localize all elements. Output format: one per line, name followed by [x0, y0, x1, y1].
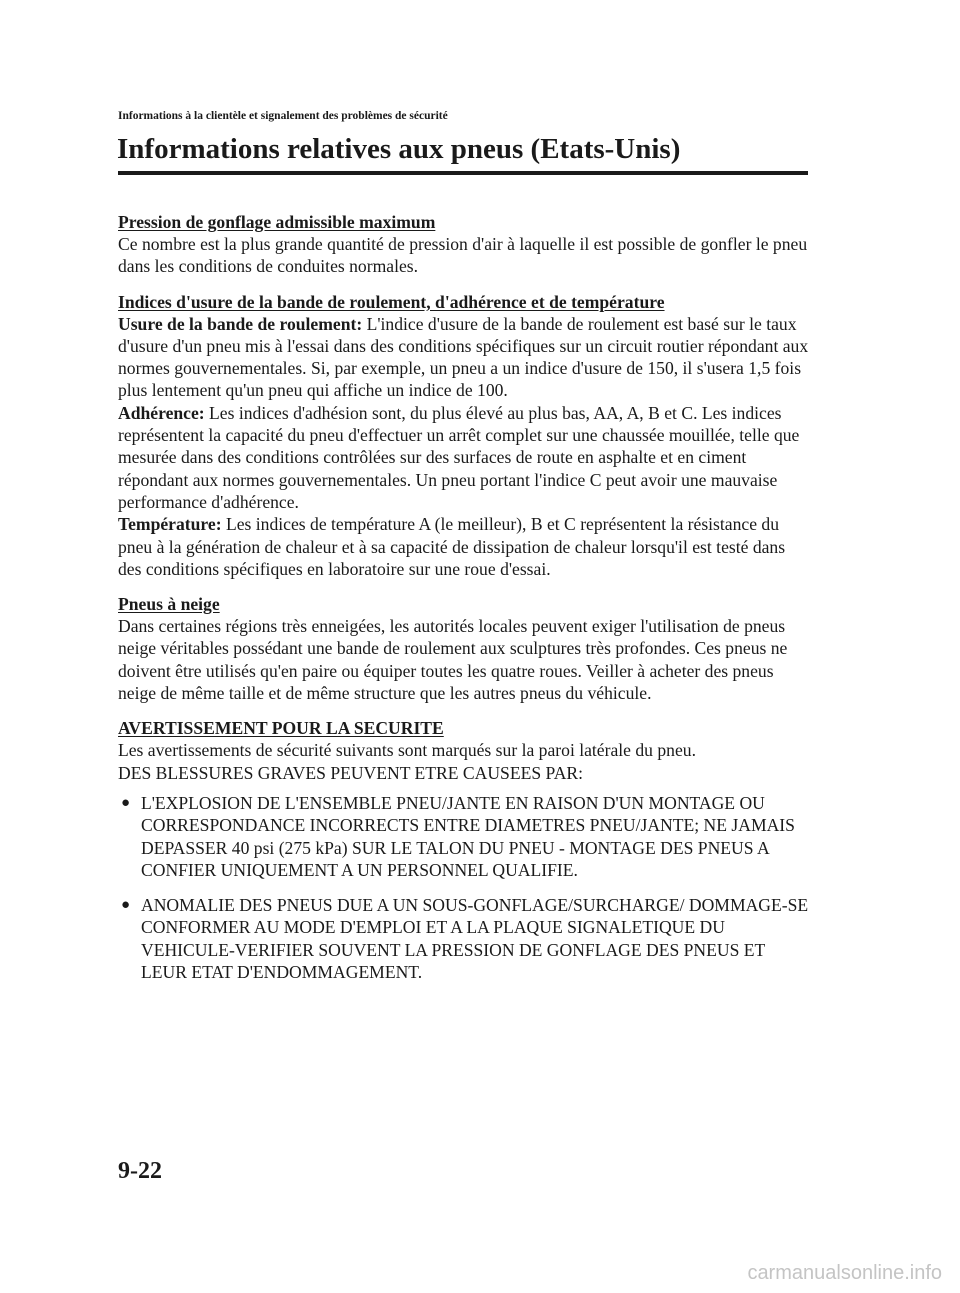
watermark: carmanualsonline.info: [747, 1262, 942, 1284]
section-heading-max-pressure: Pression de gonflage admissible maximum: [118, 212, 436, 232]
paragraph-snow-tires: Dans certaines régions très enneigées, les autorités locales peuvent exiger l'utilisation de pneus neige véritables possédant une bande de roulement aux sculptures très profondes. Ces pneus ne doivent être utilisés qu'en paire ou équiper toutes les quatre roues. Veiller à acheter des pneus neige de même taille et de même structure que les autres pneus du véhicule.: [118, 616, 788, 704]
temperature-text: Les indices de température A (le meilleur), B et C représentent la résistance du pneu à la génération de chaleur et à sa capacité de dissipation de chaleur lorsqu'il est testé dans des conditions spécifiques en laboratoire sur une roue d'essai.: [118, 514, 786, 579]
paragraph-tread-wear: [118, 313, 810, 402]
document-body: [118, 211, 810, 996]
list-item: [118, 894, 810, 983]
list-item: [118, 792, 810, 881]
bullet-text: L'EXPLOSION DE L'ENSEMBLE PNEU/JANTE EN RAISON D'UN MONTAGE OU CORRESPONDANCE INCORRECTS ENTRE DIAMETRES PNEU/JANTE; NE JAMAIS DEPASSER 40 psi (275 kPa) SUR LE TALON DU PNEU - MONTAGE DES PNEUS A CONFIER UNIQUEMENT A UN PERSONNEL QUALIFIE.: [141, 792, 795, 880]
section-heading-safety-warning: AVERTISSEMENT POUR LA SECURITE: [118, 718, 444, 739]
paragraph-temperature: [118, 513, 810, 580]
section-heading-snow-tires: Pneus à neige: [118, 594, 220, 615]
page-title: Informations relatives aux pneus (Etats-Unis): [117, 133, 681, 165]
paragraph-warning-caution: DES BLESSURES GRAVES PEUVENT ETRE CAUSEES PAR:: [118, 762, 584, 783]
running-header: Informations à la clientèle et signalement des problèmes de sécurité: [118, 110, 448, 122]
temperature-label: Température:: [118, 514, 222, 535]
traction-label: Adhérence:: [118, 402, 205, 423]
bullet-icon: ●: [121, 794, 131, 811]
tread-wear-text: L'indice d'usure de la bande de roulement est basé sur le taux d'usure d'un pneu mis à l'essai dans des conditions spécifiques sur un circuit routier répondant aux normes gouvernementales. Si, par exemple, un pneu a un indice d'usure de 150, il s'usera 1,5 fois plus lentement qu'un pneu qui affiche un indice de 100.: [118, 313, 809, 401]
page-number: 9-22: [118, 1158, 162, 1184]
header-divider: [118, 171, 808, 175]
paragraph-warning-intro: Les avertissements de sécurité suivants sont marqués sur la paroi latérale du pneu.: [118, 740, 696, 761]
paragraph-max-pressure: Ce nombre est la plus grande quantité de pression d'air à laquelle il est possible de gonfler le pneu dans les conditions de conduites normales.: [118, 234, 808, 277]
bullet-text: ANOMALIE DES PNEUS DUE A UN SOUS-GONFLAGE/SURCHARGE/ DOMMAGE-SE CONFORMER AU MODE D'EMPLOI ET A LA PLAQUE SIGNALETIQUE DU VEHICULE-VERIFIER SOUVENT LA PRESSION DE GONFLAGE DES PNEUS ET LEUR ETAT D'ENDOMMAGEMENT.: [141, 895, 809, 983]
warning-bullet-list: [118, 792, 810, 983]
section-heading-indices: Indices d'usure de la bande de roulement, d'adhérence et de température: [118, 291, 665, 312]
paragraph-traction: [118, 402, 810, 513]
traction-text: Les indices d'adhésion sont, du plus élevé au plus bas, AA, A, B et C. Les indices représentent la capacité du pneu d'effectuer un arrêt complet sur une chaussée mouillée, telle que mesurée dans des conditions contrôlées sur des surfaces de route en asphalte et en ciment répondant aux normes gouvernementales. Un pneu portant l'indice C peut avoir une mauvaise performance d'adhérence.: [118, 402, 800, 512]
tread-wear-label: Usure de la bande de roulement:: [118, 313, 363, 334]
bullet-icon: ●: [121, 897, 131, 914]
